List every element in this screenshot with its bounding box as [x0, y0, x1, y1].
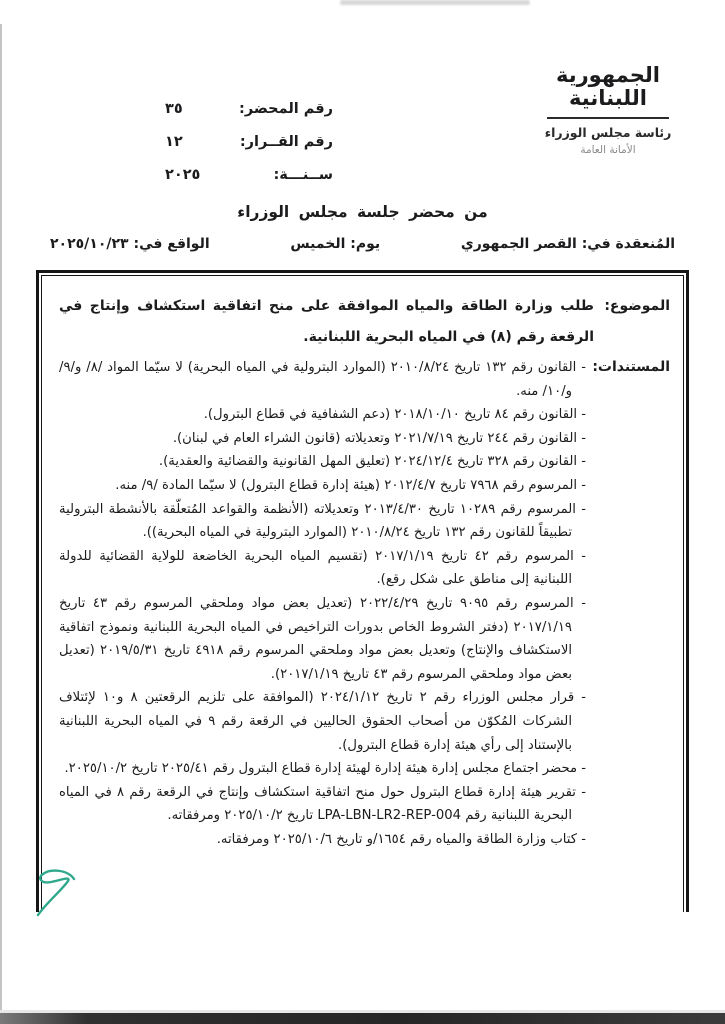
- session-date-label: الواقع في:: [133, 236, 210, 252]
- subject-text: طلب وزارة الطاقة والمياه الموافقة على منح اتفاقية استكشاف وإنتاج في الرقعة رقم (٨) في المياه البحرية اللبنانية.: [59, 298, 594, 345]
- scan-top-smudge: [340, 0, 530, 5]
- letterhead-republic-line1: الجمهورية: [555, 63, 661, 87]
- letterhead-republic-line2: اللبنانية: [569, 86, 647, 110]
- reference-item: - قرار مجلس الوزراء رقم ٢ تاريخ ٢٠٢٤/١/١٢ (الموافقة على تلزيم الرقعتين ٨ و١٠ لإئتلاف الشركات المُكوّن من أصحاب الحقوق الحاليين في الرقعة رقم ٩ في المياه البحرية اللبنانية بالإستناد إلى رأي هيئة إدارة قطاع البترول).: [59, 690, 587, 753]
- letterhead-presidency: رئاسة مجلس الوزراء: [544, 125, 672, 140]
- decision-frame-inner: [41, 275, 684, 912]
- reference-item: - المرسوم رقم ١٠٢٨٩ تاريخ ٢٠١٣/٤/٣٠ وتعديلاته (الأنظمة والقواعد المُتعلّقة بالأنشطة البترولية تطبيقاً للقانون رقم ١٣٢ تاريخ ٢٠١٠/٨/٢٤ (الموارد البترولية في المياه البحرية)).: [59, 501, 586, 541]
- reference-item: - القانون رقم ٢٤٤ تاريخ ٢٠٢١/٧/١٩ وتعديلاته (قانون الشراء العام في لبنان).: [172, 430, 586, 446]
- record-meta-block: [165, 101, 333, 200]
- letterhead-secretariat: الأمانة العامة: [580, 144, 636, 156]
- decision-number-row: [165, 134, 333, 167]
- reference-item: - المرسوم رقم ٩٠٩٥ تاريخ ٢٠٢٢/٤/٢٩ (تعديل بعض مواد وملحقي المرسوم رقم ٤٣ تاريخ ٢٠١٧/١/١٩ (دفتر الشروط الخاص بدورات التراخيص في المياه البحرية اللبنانية ونموذج اتفاقية الاستكشاف والإنتاج) وتعديل بعض مواد وملحقي المرسوم رقم ٤٩١٨ تاريخ ٢٠١٩/٥/٣١ (تعديل بعض مواد وملحقي المرسوم رقم ٤٣ تاريخ ٢٠١٧/١/١٩).: [59, 595, 587, 682]
- session-date-value: ٢٠٢٥/١٠/٢٣: [50, 236, 129, 252]
- subject-label: الموضوع:: [604, 298, 670, 314]
- reference-item: - القانون رقم ٣٢٨ تاريخ ٢٠٢٤/١٢/٤ (تعليق المهل القانونية والقضائية والعقدية).: [158, 454, 586, 470]
- decision-number-value: ١٢: [165, 134, 183, 150]
- reference-item: - القانون رقم ١٣٢ تاريخ ٢٠١٠/٨/٢٤ (الموارد البترولية في المياه البحرية) لا سيّما المواد /٨/ و/٩/ و/١٠/ منه.: [59, 360, 586, 399]
- reference-item: - القانون رقم ٨٤ تاريخ ٢٠١٨/١٠/١٠ (دعم الشفافية في قطاع البترول).: [203, 407, 586, 423]
- signature-stroke: [38, 871, 74, 915]
- session-location: [461, 236, 675, 252]
- reference-item: - المرسوم رقم ٧٩٦٨ تاريخ ٢٠١٢/٤/٧ (هيئة إدارة قطاع البترول) لا سيّما المادة /٩/ منه.: [115, 477, 586, 493]
- letterhead-divider: [547, 117, 669, 119]
- signature-mark: [24, 866, 80, 920]
- references-section: [59, 356, 670, 851]
- year-label: ســنـــة:: [273, 167, 333, 183]
- record-number-row: [165, 101, 333, 134]
- decision-number-label: رقم القــرار:: [239, 134, 333, 150]
- session-day-value: الخميس: [290, 236, 346, 252]
- reference-item: - محضر اجتماع مجلس إدارة هيئة إدارة لهيئة إدارة قطاع البترول رقم ٢٠٢٥/٤١ تاريخ ٢٠٢٥/١٠/٢.: [64, 761, 586, 777]
- session-location-value: القصر الجمهوري: [460, 236, 577, 252]
- document-title: من محضر جلسة مجلس الوزراء: [237, 203, 488, 221]
- year-value: ٢٠٢٥: [165, 167, 201, 183]
- reference-item: - كتاب وزارة الطاقة والمياه رقم ١٦٥٤/و تاريخ ٢٠٢٥/١٠/٦ ومرفقاته.: [216, 831, 586, 847]
- session-date: [50, 236, 210, 252]
- record-number-label: رقم المحضر:: [239, 101, 333, 117]
- record-number-value: ٣٥: [165, 101, 183, 117]
- subject-paragraph: [59, 291, 670, 353]
- references-label: المستندات:: [592, 359, 670, 375]
- session-day-label: يوم:: [350, 236, 381, 252]
- reference-item: - المرسوم رقم ٤٢ تاريخ ٢٠١٧/١/١٩ (تقسيم المياه البحرية الخاضعة للولاية القضائية للدولة اللبنانية إلى مناطق على شكل رقع).: [59, 548, 586, 588]
- session-day: [290, 236, 380, 252]
- session-location-label: المُنعقدة في:: [581, 236, 675, 252]
- scan-bottom-edge-shadow: [0, 1013, 725, 1024]
- decision-frame: [36, 270, 689, 912]
- session-info-row: [50, 236, 675, 252]
- republic-letterhead: [537, 64, 679, 157]
- reference-item: - تقرير هيئة إدارة قطاع البترول حول منح اتفاقية استكشاف وإنتاج في الرقعة رقم ٨ في المياه البحرية اللبنانية رقم LPA-LBN-LR2-REP-004 تاريخ ٢٠٢٥/١٠/٢ ومرفقاته.: [59, 784, 586, 824]
- year-row: [165, 167, 333, 200]
- scan-left-edge-shadow: [0, 24, 2, 1010]
